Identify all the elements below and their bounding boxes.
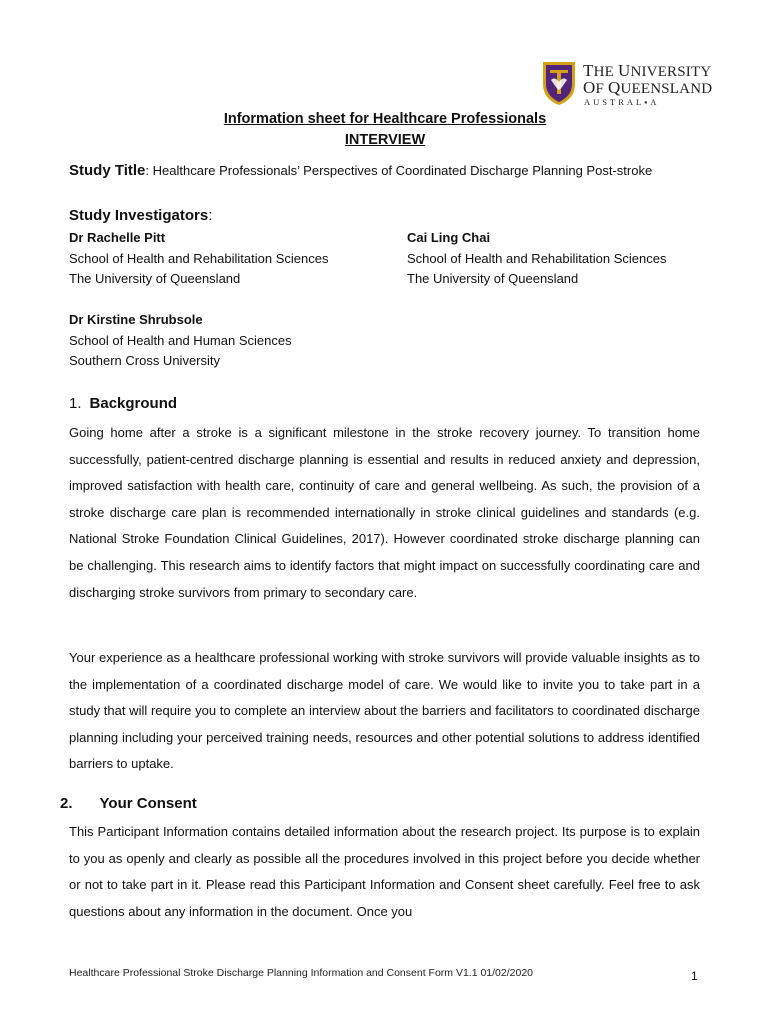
investigator-name: Dr Rachelle Pitt (69, 230, 166, 245)
crest-icon (541, 60, 577, 106)
investigator-name: Cai Ling Chai (407, 230, 491, 245)
investigators-colon: : (208, 207, 213, 224)
section-number: 1. (69, 395, 82, 412)
study-title-value: : Healthcare Professionals’ Perspectives of Coordinated Discharge Planning Post-stroke (145, 163, 653, 178)
background-paragraph-2: Your experience as a healthcare professional working with stroke survivors will provide valuable insights as to the implementation of a coordinated discharge model of care. We would like to invite you to take part in a study that will require you to complete an interview about the barriers and facilitators to coordinated discharge planning including your perceived training needs, resources and other potential solutions to address identified barriers to uptake. (69, 650, 700, 772)
investigator-institution: The University of Queensland (69, 271, 241, 286)
investigator-block (407, 228, 666, 290)
section-number: 2. (60, 795, 73, 812)
investigator-institution: The University of Queensland (407, 271, 579, 286)
logo-text-line3: AUSTRAL▪A (584, 97, 660, 107)
section-heading-consent (60, 795, 197, 812)
page-footer: Healthcare Professional Stroke Discharge Planning Information and Consent Form V1.1 01/02/2020 (69, 967, 534, 979)
investigator-school: School of Health and Rehabilitation Sciences (69, 250, 329, 266)
logo-text-line2: OF QUEENSLAND (583, 78, 713, 97)
document-subtitle: INTERVIEW (344, 132, 426, 148)
study-title-label: Study Title (69, 162, 146, 179)
section-heading-background (69, 395, 177, 412)
investigator-block (69, 228, 328, 290)
investigator-school: School of Health and Human Sciences (69, 332, 292, 348)
page-number: 1 (691, 969, 698, 983)
investigators-heading (69, 207, 212, 224)
investigator-institution: Southern Cross University (69, 353, 220, 368)
investigator-name: Dr Kirstine Shrubsole (69, 312, 203, 327)
section-title: Background (89, 395, 178, 412)
investigator-school: School of Health and Rehabilitation Sciences (407, 250, 667, 266)
investigator-block (69, 310, 292, 372)
document-title: Information sheet for Healthcare Professionals (223, 111, 547, 127)
consent-paragraph-1: This Participant Information contains detailed information about the research project. Its purpose is to explain to you as openly and clearly as possible all the procedures involved in this project before you decide whether or not to take part in it. Please read this Participant Information and Consent sheet carefully. Feel free to ask questions about any information in the document. Once you (69, 824, 700, 919)
section-title: Your Consent (99, 795, 197, 812)
university-logo (541, 60, 713, 108)
background-paragraph-1: Going home after a stroke is a significant milestone in the stroke recovery journey. To transition home successfully, patient-centred discharge planning is essential and results in reduced anxiety and depression, improved satisfaction with health care, continuity of care and general wellbeing. As such, the provision of a stroke discharge care plan is recommended internationally in stroke clinical guidelines and standards (e.g. National Stroke Foundation Clinical Guidelines, 2017). However coordinated stroke discharge planning can be challenging. This research aims to identify factors that might impact on successfully coordinating care and discharging stroke survivors from primary to secondary care. (69, 425, 700, 600)
study-title (69, 162, 652, 179)
logo-text-line1: THE UNIVERSITY (583, 61, 712, 80)
investigators-label: Study Investigators (69, 207, 209, 224)
